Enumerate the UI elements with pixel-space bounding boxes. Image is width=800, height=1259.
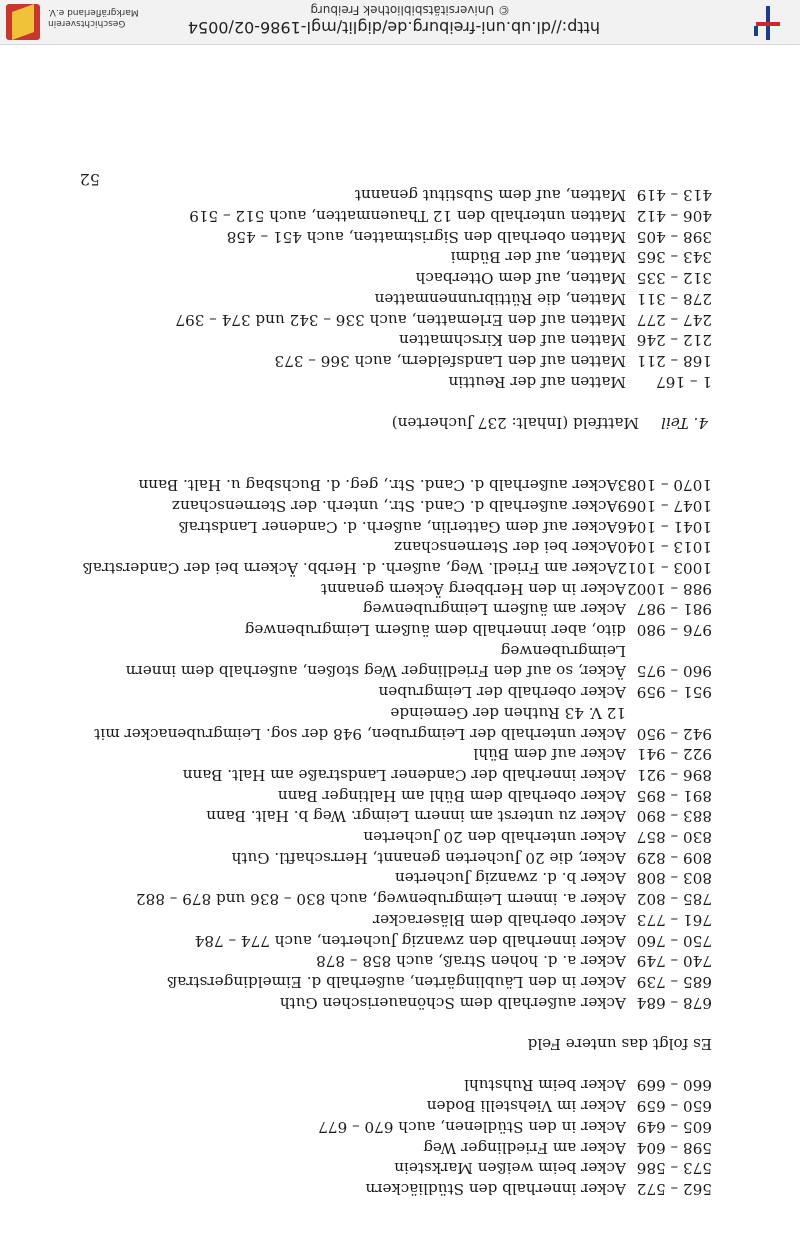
entry-range: 168 – 211 bbox=[636, 351, 712, 370]
list-item bbox=[22, 1137, 712, 1158]
entry-text: Acker zu unterst am innern Leimgr. Weg b. Halt. Bann bbox=[206, 807, 626, 826]
entry-text: Acker beim weißen Markstein bbox=[394, 1159, 626, 1178]
entry-range: 343 – 365 bbox=[636, 248, 712, 267]
entry-text: Matten oberhalb den Sigristmatten, auch 451 – 458 bbox=[226, 227, 626, 246]
library-logo-icon bbox=[748, 6, 788, 40]
entry-range: 247 – 277 bbox=[636, 310, 712, 329]
list-item bbox=[22, 267, 712, 288]
entry-text: Acker außerhalb d. Cand. Str., unterh. der Sternenschanz bbox=[172, 496, 618, 515]
entry-text: Matten unterhalb den 12 Thauenmatten, auch 512 – 519 bbox=[189, 207, 626, 226]
entry-text: Matten, auf dem Otterbach bbox=[415, 269, 626, 288]
entry-text: Acker auf dem Gatterlin, außerh. d. Candener Landstraß bbox=[178, 517, 618, 536]
entry-text: Acker oberhalb dem Bläseracker bbox=[372, 910, 626, 929]
spacer bbox=[22, 1013, 712, 1034]
entry-text: Acker am Friedl. Weg, außerh. d. Herbb. Äckern bei der Canderstraß bbox=[82, 558, 618, 577]
entry-text: Acker innerhalb den zwanzig Jucherten, auch 774 – 784 bbox=[194, 931, 626, 950]
entry-range: 1 – 167 bbox=[656, 372, 712, 391]
list-item bbox=[22, 330, 712, 351]
entry-range: 685 – 739 bbox=[636, 973, 712, 991]
entry-text: Matten, die Rüttibrunnenmatten bbox=[374, 289, 626, 308]
entry-range: 750 – 760 bbox=[636, 931, 712, 950]
entry-text: Acker oberhalb der Leimgruben bbox=[378, 683, 626, 702]
list-item bbox=[22, 702, 712, 723]
list-item bbox=[22, 764, 712, 785]
org-line-1: Geschichtsverein bbox=[48, 18, 126, 28]
entry-text: Acker a. d. hohen Straß, auch 858 – 878 bbox=[316, 952, 626, 971]
entry-text: Acker oberhalb dem Bühl am Haltinger Bann bbox=[277, 786, 626, 805]
page-number: 52 bbox=[79, 170, 100, 189]
entry-range: 761 – 773 bbox=[636, 910, 712, 929]
entry-text: Acker am Friedlinger Weg bbox=[423, 1138, 626, 1157]
entry-range: 960 – 975 bbox=[636, 662, 712, 681]
entry-text: Matten auf den Erlematten, auch 336 – 342 und 374 – 397 bbox=[175, 310, 626, 329]
list-item bbox=[22, 1095, 712, 1116]
list-item bbox=[22, 1116, 712, 1137]
list-item bbox=[22, 806, 712, 827]
entry-text: Acker a. innern Leimgrubenweg, auch 830 – 836 und 879 – 882 bbox=[135, 890, 626, 909]
entry-range: 413 – 419 bbox=[636, 186, 712, 205]
entry-range: 605 – 649 bbox=[636, 1117, 712, 1136]
entry-text: Acker beim Ruhstuhl bbox=[464, 1076, 626, 1095]
list-item bbox=[22, 1158, 712, 1179]
entry-text: Äcker, so auf den Friedlinger Weg stoßen, außerhalb dem innern bbox=[125, 662, 626, 681]
spacer bbox=[22, 392, 712, 413]
entry-text: Acker in den Herbberg Äckern genannt bbox=[320, 579, 626, 598]
section-note: Es folgt das untere Feld bbox=[527, 1035, 712, 1054]
entry-range: 922 – 941 bbox=[636, 745, 712, 764]
list-item bbox=[22, 495, 712, 516]
entry-range: 1041 – 1046 bbox=[617, 517, 712, 536]
entry-range: 406 – 412 bbox=[636, 207, 712, 226]
list-item bbox=[22, 888, 712, 909]
entry-range: 278 – 311 bbox=[636, 289, 712, 308]
list-item bbox=[22, 640, 712, 661]
section-heading bbox=[22, 412, 712, 433]
entry-range: 809 – 829 bbox=[636, 848, 712, 867]
part-label: 4. Teil bbox=[661, 414, 708, 433]
entry-range: 942 – 950 bbox=[636, 724, 712, 743]
list-item bbox=[22, 205, 712, 226]
org-line-2: Markgräflerland e.V. bbox=[48, 7, 139, 17]
entry-text: dito, aber innerhalb dem äußern Leimgrubenweg bbox=[244, 621, 626, 640]
entry-range: 562 – 572 bbox=[636, 1180, 712, 1198]
entry-text: Acker, die 20 Jucherten genannt, Herrschaftl. Guth bbox=[231, 848, 626, 867]
entry-text: Acker am äußern Leimgrubenweg bbox=[362, 600, 626, 619]
list-item bbox=[22, 992, 712, 1013]
list-item bbox=[22, 971, 712, 992]
crest-icon bbox=[6, 4, 40, 40]
entry-text: Matten, auf der Büdmi bbox=[450, 248, 626, 267]
entry-range: 891 – 895 bbox=[636, 786, 712, 805]
entry-text: Matten auf den Landsfeldern, auch 366 – 373 bbox=[274, 351, 626, 370]
entry-text: Matten, auf dem Substitut genannt bbox=[354, 186, 626, 205]
list-item bbox=[22, 1178, 712, 1199]
entry-text: Matten auf den Kirschmatten bbox=[399, 331, 626, 350]
list-item bbox=[22, 868, 712, 889]
part-title: Mattfeld (Inhalt: 237 Jucherten) bbox=[391, 414, 640, 433]
list-item bbox=[22, 557, 712, 578]
entry-range: 988 – 1002 bbox=[627, 579, 712, 598]
entry-text: Leimgrubenweg bbox=[500, 641, 626, 660]
entry-text: Acker außerhalb dem Schönauerischen Guth bbox=[279, 993, 626, 1012]
entry-range: 678 – 684 bbox=[636, 993, 712, 1012]
footer-org-name bbox=[48, 6, 139, 28]
entry-range: 976 – 980 bbox=[636, 621, 712, 640]
list-item bbox=[22, 661, 712, 682]
list-item bbox=[22, 744, 712, 765]
entry-range: 660 – 669 bbox=[636, 1076, 712, 1095]
list-item bbox=[22, 226, 712, 247]
entry-range: 212 – 246 bbox=[636, 331, 712, 350]
entry-text: Acker unterhalb den 20 Jucherten bbox=[363, 828, 626, 847]
entry-range: 981 – 987 bbox=[636, 600, 712, 619]
list-item bbox=[22, 578, 712, 599]
entry-range: 312 – 335 bbox=[636, 269, 712, 288]
entry-text: Matten auf der Reuttin bbox=[448, 372, 626, 391]
list-item bbox=[22, 247, 712, 268]
footer-bar bbox=[0, 0, 800, 45]
entry-range: 573 – 586 bbox=[636, 1159, 712, 1178]
spacer bbox=[22, 433, 712, 454]
spacer bbox=[22, 454, 712, 475]
entry-range: 398 – 405 bbox=[636, 227, 712, 246]
entry-text: Acker auf dem Bühl bbox=[473, 745, 626, 764]
entry-text: 12 V. 43 Ruthen der Gemeinde bbox=[390, 703, 626, 722]
list-item bbox=[22, 516, 712, 537]
entry-range: 883 – 890 bbox=[636, 807, 712, 826]
entry-text: Acker innerhalb den Stüdliäckern bbox=[365, 1180, 626, 1198]
entry-range: 598 – 604 bbox=[636, 1138, 712, 1157]
list-item bbox=[22, 1075, 712, 1096]
list-item bbox=[22, 537, 712, 558]
entry-text: Acker außerhalb d. Cand. Str., geg. d. Buchsbag u. Halt. Bann bbox=[138, 476, 618, 495]
list-item bbox=[22, 723, 712, 744]
list-item bbox=[22, 681, 712, 702]
list-item bbox=[22, 785, 712, 806]
entry-range: 951 – 959 bbox=[636, 683, 712, 702]
list-item bbox=[22, 350, 712, 371]
list-item bbox=[22, 951, 712, 972]
footer-url-link[interactable]: http://dl.ub.uni-freiburg.de/diglit/mgl-1986-02/0054 bbox=[187, 18, 600, 37]
footer-copyright: © Universitätsbibliothek Freiburg bbox=[310, 3, 510, 17]
spacer bbox=[22, 1054, 712, 1075]
list-item bbox=[22, 474, 712, 495]
entry-text: Acker b. d. zwanzig Jucherten bbox=[394, 869, 626, 888]
entry-text: Acker in den Läublingärten, außerhalb d. Eimeldingerstraß bbox=[167, 973, 626, 991]
list-item bbox=[22, 309, 712, 330]
list-item bbox=[22, 847, 712, 868]
list-item bbox=[22, 599, 712, 620]
entry-range: 785 – 802 bbox=[636, 890, 712, 909]
entry-text: Acker bei der Sternenschanz bbox=[394, 538, 618, 557]
entry-range: 896 – 921 bbox=[636, 765, 712, 784]
entry-range: 650 – 659 bbox=[636, 1097, 712, 1116]
list-item bbox=[22, 909, 712, 930]
list-item bbox=[22, 930, 712, 951]
entry-range: 1003 – 1012 bbox=[617, 558, 712, 577]
document-body bbox=[22, 185, 712, 1199]
entry-text: Acker innerhalb der Candener Landstraße am Halt. Bann bbox=[182, 765, 626, 784]
entry-range: 803 – 808 bbox=[636, 869, 712, 888]
entry-text: Acker im Viehstelli Boden bbox=[426, 1097, 626, 1116]
entry-range: 1070 – 1083 bbox=[617, 476, 712, 495]
entry-range: 740 – 749 bbox=[636, 952, 712, 971]
list-item bbox=[22, 619, 712, 640]
entry-text: Acker unterhalb der Leimgruben, 948 der sog. Leimgrubenacker mit bbox=[94, 724, 626, 743]
list-item bbox=[22, 826, 712, 847]
list-item bbox=[22, 185, 712, 206]
entry-range: 1013 – 1040 bbox=[617, 538, 712, 557]
list-item bbox=[22, 288, 712, 309]
entry-range: 1047 – 1069 bbox=[617, 496, 712, 515]
entry-text: Acker in den Stüdlenen, auch 670 – 677 bbox=[318, 1117, 626, 1136]
entry-range: 830 – 857 bbox=[636, 828, 712, 847]
list-item bbox=[22, 371, 712, 392]
